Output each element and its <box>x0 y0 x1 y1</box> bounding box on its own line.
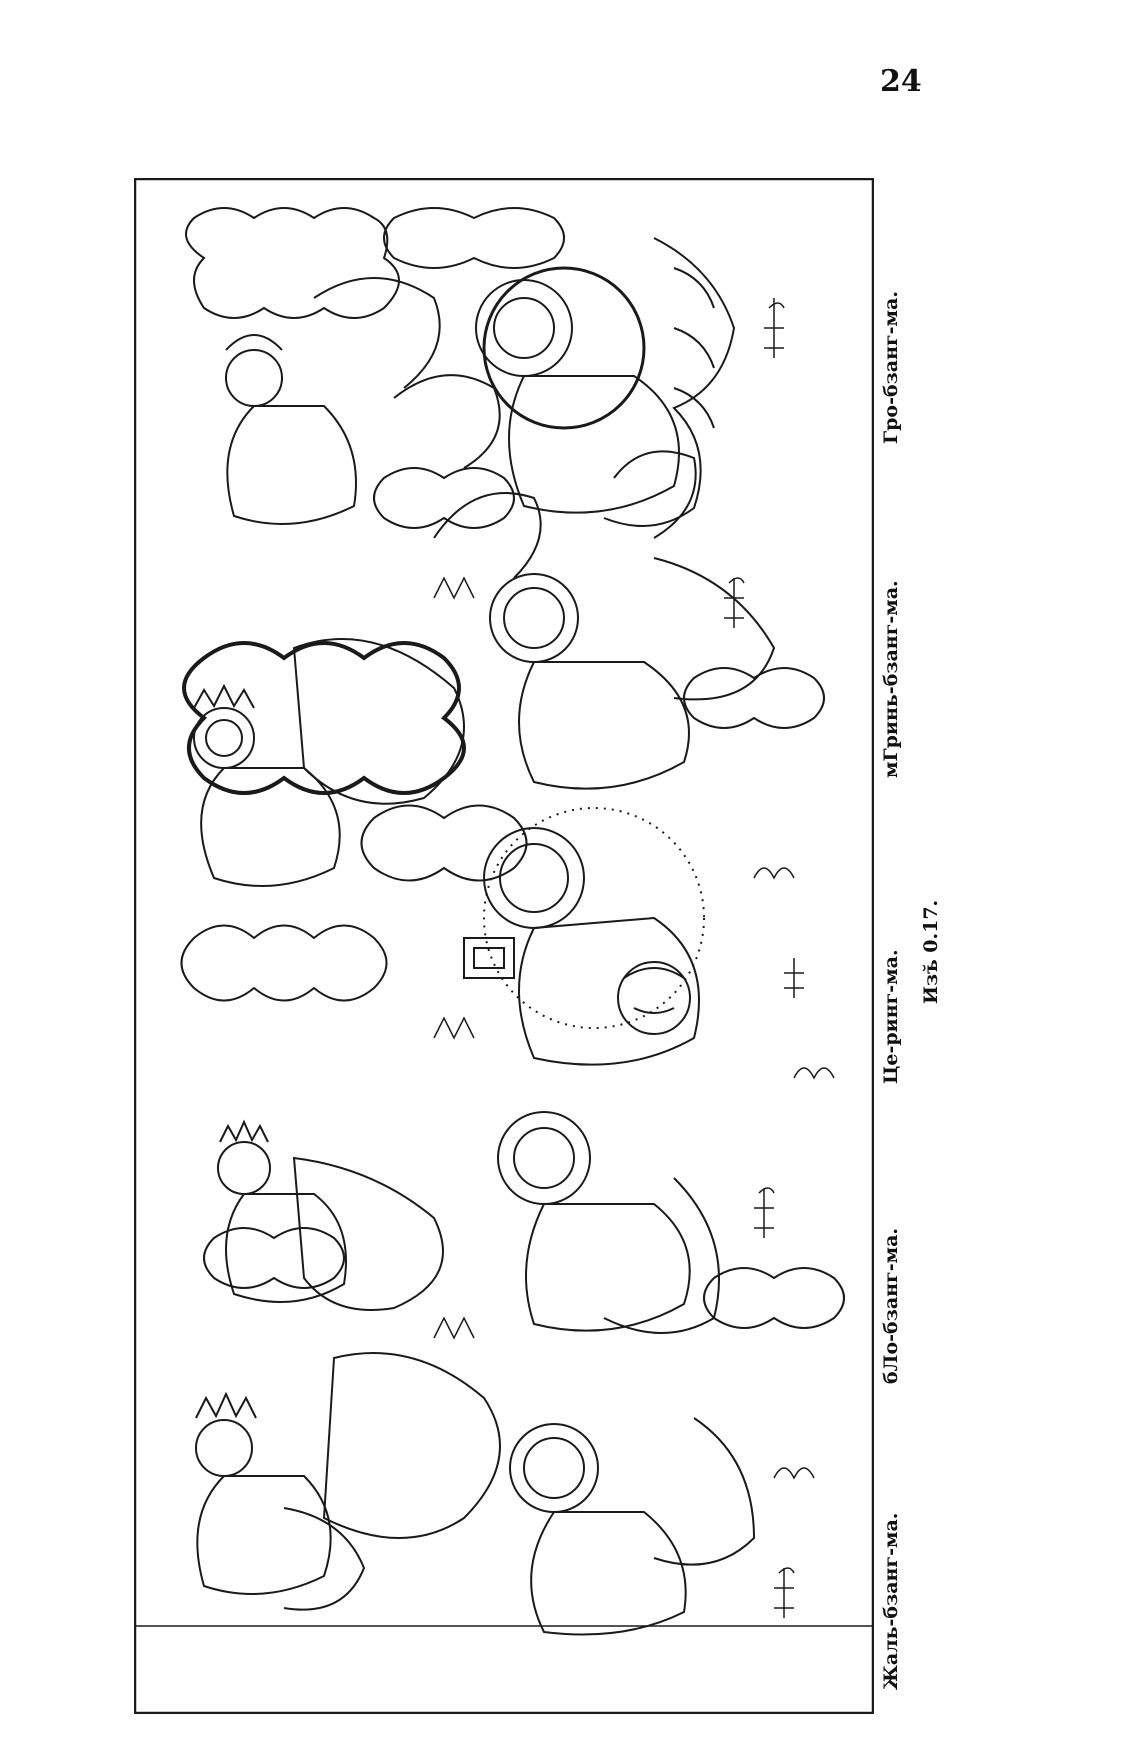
plate-caption-block <box>874 178 964 1714</box>
caption-gro-bzang-ma: Гро-бзанг-ма. <box>880 291 902 444</box>
caption-mgrin-bzang-ma: мГринь-бзанг-ма. <box>880 580 902 778</box>
figure-tse-ring-ma-icon <box>194 639 704 1065</box>
caption-tse-ring-ma: Це-ринг-ма. <box>880 949 902 1084</box>
plate-source-reference: Изъ̆ 0.17. <box>920 899 942 1004</box>
caption-blo-bzang-ma: бЛо-бзанг-ма. <box>880 1227 902 1384</box>
caption-jal-bzang-ma: Жаль-бзанг-ма. <box>880 1512 902 1690</box>
page-number: 24 <box>880 64 922 99</box>
woodblock-illustration <box>134 178 874 1714</box>
figure-blo-bzang-ma-icon <box>218 938 719 1333</box>
figure-jal-bzang-ma-icon <box>196 1353 754 1635</box>
tibetan-label-icon <box>724 298 804 1618</box>
